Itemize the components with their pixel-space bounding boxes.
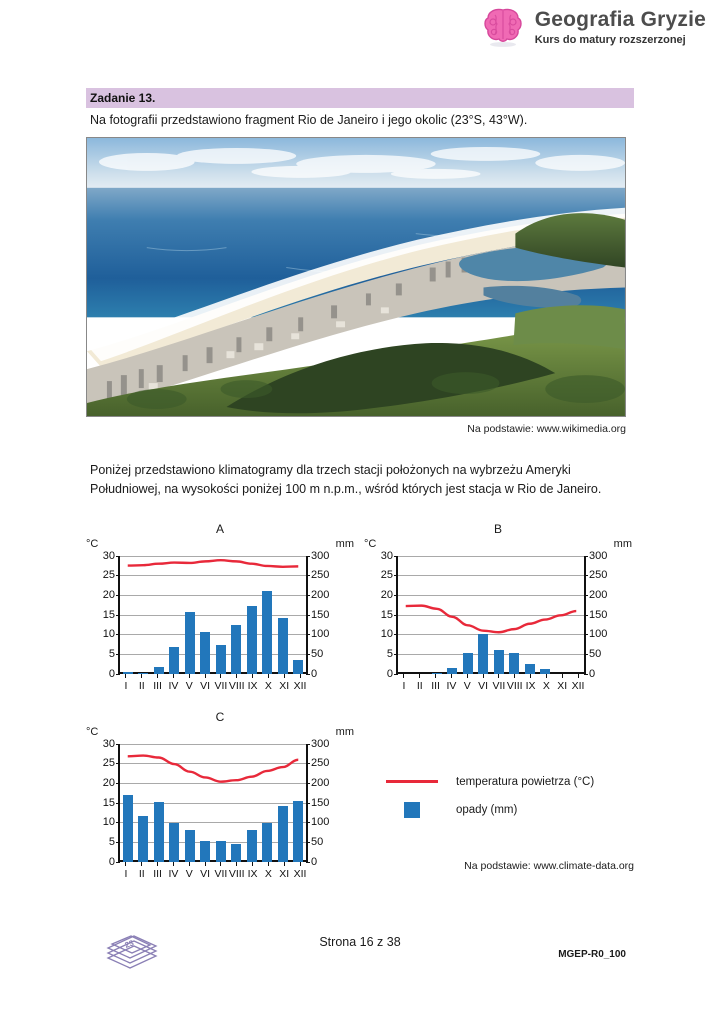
chart-b-xticks	[396, 674, 586, 678]
brand-header	[481, 6, 706, 48]
y-tick-label-right: 100	[311, 628, 330, 641]
y-tick-label-left: 20	[380, 589, 393, 602]
x-tickmark	[435, 674, 436, 678]
month-label: IX	[247, 679, 258, 692]
x-tickmark	[173, 674, 174, 678]
charts-row-top	[86, 522, 634, 702]
x-tickmark	[483, 674, 484, 678]
y-tickmark-right	[306, 575, 310, 576]
x-tick	[538, 674, 554, 678]
x-tickmark	[498, 674, 499, 678]
y-tickmark-right	[306, 803, 310, 804]
x-tickmark	[141, 862, 142, 866]
x-tickmark	[157, 862, 158, 866]
month-label: VII	[214, 679, 228, 692]
x-tick	[165, 862, 181, 866]
y-tickmark-right	[306, 822, 310, 823]
x-tickmark	[252, 674, 253, 678]
y-tick-label-left: 15	[102, 608, 115, 621]
y-tick-label-left: 15	[380, 608, 393, 621]
y-tickmark-right	[584, 575, 588, 576]
month-label: I	[124, 867, 128, 880]
x-tick	[181, 674, 197, 678]
svg-text:23: 23	[123, 938, 136, 950]
y-tick-label-right: 100	[311, 816, 330, 829]
y-tick-label-right: 50	[311, 648, 324, 661]
y-tickmark-right	[306, 654, 310, 655]
month-label: III	[153, 867, 162, 880]
month-label: XI	[279, 679, 290, 692]
legend-item-temperature	[386, 776, 594, 788]
climatogram-b	[364, 522, 632, 698]
x-tick	[491, 674, 507, 678]
y-tickmark-right	[584, 615, 588, 616]
x-tickmark	[284, 674, 285, 678]
x-tickmark	[125, 674, 126, 678]
x-tick	[134, 674, 150, 678]
x-tick	[523, 674, 539, 678]
chart-a-xticks	[118, 674, 308, 678]
month-label: VIII	[506, 679, 523, 692]
x-tickmark	[284, 862, 285, 866]
x-tickmark	[300, 674, 301, 678]
x-tickmark	[220, 674, 221, 678]
x-tickmark	[530, 674, 531, 678]
month-label: II	[138, 679, 145, 692]
x-tickmark	[578, 674, 579, 678]
month-label: X	[264, 867, 272, 880]
temperature-line	[120, 556, 306, 672]
month-label: V	[185, 867, 193, 880]
y-tick-label-right: 200	[311, 589, 330, 602]
x-tick	[165, 674, 181, 678]
month-label: VI	[200, 867, 211, 880]
x-tick	[554, 674, 570, 678]
y-tickmark-right	[306, 763, 310, 764]
page-number: Strona 16 z 38	[319, 935, 401, 949]
y-tick-label-left: 10	[102, 628, 115, 641]
sheet-code: MGEP-R0_100	[558, 949, 626, 960]
y-tick-label-left: 30	[102, 549, 115, 562]
x-tick	[276, 674, 292, 678]
month-label: XI	[557, 679, 568, 692]
x-tick	[245, 862, 261, 866]
chart-a-y2label: mm	[335, 537, 354, 550]
y-tick-label-left: 5	[108, 648, 115, 661]
x-tickmark	[268, 674, 269, 678]
x-tickmark	[514, 674, 515, 678]
x-tickmark	[189, 862, 190, 866]
photo-source: Na podstawie: www.wikimedia.org	[467, 423, 626, 435]
temperature-line	[120, 744, 306, 860]
y-tick-label-left: 20	[102, 589, 115, 602]
photo-illustration	[87, 138, 625, 417]
y-tick-label-left: 0	[386, 667, 393, 680]
month-label: VIII	[228, 867, 245, 880]
x-tick	[396, 674, 412, 678]
y-tickmark-right	[306, 556, 310, 557]
chart-c-y2label: mm	[335, 725, 354, 738]
chart-b-y2label: mm	[613, 537, 632, 550]
x-tick	[475, 674, 491, 678]
chart-b-xlabels	[396, 680, 586, 692]
legend-precipitation-label: opady (mm)	[456, 803, 518, 816]
x-tick	[197, 862, 213, 866]
chart-a-plot	[102, 549, 330, 680]
x-tick	[292, 674, 308, 678]
y-tickmark-right	[306, 634, 310, 635]
task-description: Na fotografii przedstawiono fragment Rio de Janeiro i jego okolic (23°S, 43°W).	[90, 113, 528, 127]
y-tickmark-right	[306, 783, 310, 784]
temperature-line	[398, 556, 584, 672]
month-label: VII	[214, 867, 228, 880]
y-tick-label-left: 0	[108, 855, 115, 868]
y-tickmark-right	[584, 595, 588, 596]
brand-subtitle: Kurs do matury rozszerzonej	[534, 33, 686, 46]
x-tick	[213, 674, 229, 678]
climatogram-a	[86, 522, 354, 698]
x-tickmark	[546, 674, 547, 678]
y-tick-label-right: 300	[311, 549, 330, 562]
chart-a-title: A	[215, 521, 224, 536]
month-label: IX	[525, 679, 536, 692]
x-tickmark	[157, 674, 158, 678]
month-label: III	[153, 679, 162, 692]
month-label: II	[416, 679, 423, 692]
x-tick	[412, 674, 428, 678]
month-label: XII	[293, 867, 307, 880]
photo-rio-de-janeiro	[86, 137, 626, 417]
x-tick	[428, 674, 444, 678]
chart-c-title: C	[215, 709, 225, 724]
month-label: XII	[293, 679, 307, 692]
month-label: VI	[200, 679, 211, 692]
x-tick	[181, 862, 197, 866]
x-tick	[260, 674, 276, 678]
y-tick-label-left: 30	[102, 737, 115, 750]
x-tick	[570, 674, 586, 678]
chart-b-plot	[380, 549, 608, 680]
chart-c-plot	[102, 737, 330, 868]
x-tick	[134, 862, 150, 866]
charts-row-bottom	[86, 710, 634, 890]
worksheet-body	[86, 88, 634, 890]
legend-temperature-label: temperatura powietrza (°C)	[456, 775, 595, 788]
x-tick	[459, 674, 475, 678]
y-tick-label-right: 150	[311, 796, 330, 809]
y-tick-label-right: 100	[589, 628, 608, 641]
y-tick-label-left: 30	[380, 549, 393, 562]
x-tickmark	[205, 674, 206, 678]
month-label: IV	[168, 867, 179, 880]
y-tickmark-right	[584, 634, 588, 635]
x-tick	[229, 674, 245, 678]
y-tick-label-left: 25	[380, 569, 393, 582]
intro-text: Poniżej przedstawiono klimatogramy dla trzech stacji położonych na wybrzeżu Ameryki Południowej, na wysokości poniżej 100 m n.p.m., wśród których jest stacja w Rio de Janeiro.	[90, 463, 602, 497]
y-tick-label-left: 10	[380, 628, 393, 641]
task-number-band: Zadanie 13.	[86, 88, 634, 108]
month-label: III	[431, 679, 440, 692]
month-label: VI	[478, 679, 489, 692]
x-tickmark	[300, 862, 301, 866]
y-tick-label-right: 200	[589, 589, 608, 602]
x-tickmark	[236, 862, 237, 866]
month-label: I	[124, 679, 128, 692]
x-tickmark	[220, 862, 221, 866]
chart-a-ylabel: °C	[86, 537, 99, 550]
x-tickmark	[189, 674, 190, 678]
month-label: II	[138, 867, 145, 880]
month-label: XII	[571, 679, 585, 692]
x-tickmark	[268, 862, 269, 866]
y-tickmark-right	[584, 654, 588, 655]
y-tick-label-left: 25	[102, 757, 115, 770]
y-tick-label-right: 0	[311, 667, 318, 680]
temperature-line-swatch	[386, 780, 438, 783]
month-label: IX	[247, 867, 258, 880]
x-tick	[213, 862, 229, 866]
x-tick	[197, 674, 213, 678]
y-tick-label-left: 5	[108, 836, 115, 849]
x-tick	[150, 862, 166, 866]
x-tick	[245, 674, 261, 678]
x-tick	[292, 862, 308, 866]
brand-text	[535, 9, 706, 46]
x-tickmark	[205, 862, 206, 866]
x-tick	[118, 674, 134, 678]
chart-b-title: B	[493, 521, 502, 536]
y-tick-label-left: 20	[102, 777, 115, 790]
y-tick-label-right: 150	[589, 608, 608, 621]
y-tick-label-left: 15	[102, 796, 115, 809]
month-label: VII	[492, 679, 506, 692]
y-tickmark-right	[306, 595, 310, 596]
y-tick-label-right: 300	[311, 737, 330, 750]
month-label: I	[402, 679, 406, 692]
month-label: V	[463, 679, 471, 692]
x-tickmark	[451, 674, 452, 678]
x-tickmark	[252, 862, 253, 866]
y-tick-label-right: 50	[311, 836, 324, 849]
y-tick-label-right: 200	[311, 777, 330, 790]
charts-legend	[386, 776, 594, 832]
y-tick-label-right: 250	[589, 569, 608, 582]
y-tickmark-right	[584, 556, 588, 557]
x-tick	[507, 674, 523, 678]
x-tickmark	[141, 674, 142, 678]
y-tickmark-right	[306, 744, 310, 745]
precipitation-bar-swatch	[404, 802, 420, 818]
chart-b-ylabel: °C	[364, 537, 377, 550]
month-label: IV	[168, 679, 179, 692]
x-tick	[443, 674, 459, 678]
chart-a-xlabels	[118, 680, 308, 692]
x-tick	[229, 862, 245, 866]
x-tickmark	[403, 674, 404, 678]
x-tickmark	[467, 674, 468, 678]
x-tick	[276, 862, 292, 866]
x-tickmark	[173, 862, 174, 866]
y-tickmark-right	[306, 615, 310, 616]
brand-title: Geografia Gryzie	[534, 7, 706, 31]
x-tickmark	[125, 862, 126, 866]
chart-c-xticks	[118, 862, 308, 866]
month-label: IV	[446, 679, 457, 692]
chart-c-xlabels	[118, 868, 308, 880]
month-label: XI	[279, 867, 290, 880]
page-footer	[86, 925, 634, 980]
y-tick-label-right: 50	[589, 648, 602, 661]
y-tick-label-right: 0	[311, 855, 318, 868]
x-tickmark	[236, 674, 237, 678]
charts-source: Na podstawie: www.climate-data.org	[464, 859, 634, 872]
y-tick-label-right: 250	[311, 569, 330, 582]
x-tickmark	[562, 674, 563, 678]
brain-icon	[481, 6, 525, 48]
y-tick-label-right: 300	[589, 549, 608, 562]
y-tick-label-left: 5	[386, 648, 393, 661]
month-label: VIII	[228, 679, 245, 692]
y-tickmark-right	[306, 842, 310, 843]
x-tick	[260, 862, 276, 866]
y-tick-label-left: 0	[108, 667, 115, 680]
y-tick-label-left: 10	[102, 816, 115, 829]
legend-item-precipitation	[386, 802, 594, 818]
y-tick-label-left: 25	[102, 569, 115, 582]
chart-c-ylabel: °C	[86, 725, 99, 738]
y-tick-label-right: 150	[311, 608, 330, 621]
month-label: X	[542, 679, 550, 692]
climatogram-c	[86, 710, 354, 886]
month-label: X	[264, 679, 272, 692]
x-tickmark	[419, 674, 420, 678]
month-label: V	[185, 679, 193, 692]
x-tick	[118, 862, 134, 866]
x-tick	[150, 674, 166, 678]
y-tick-label-right: 0	[589, 667, 596, 680]
y-tick-label-right: 250	[311, 757, 330, 770]
